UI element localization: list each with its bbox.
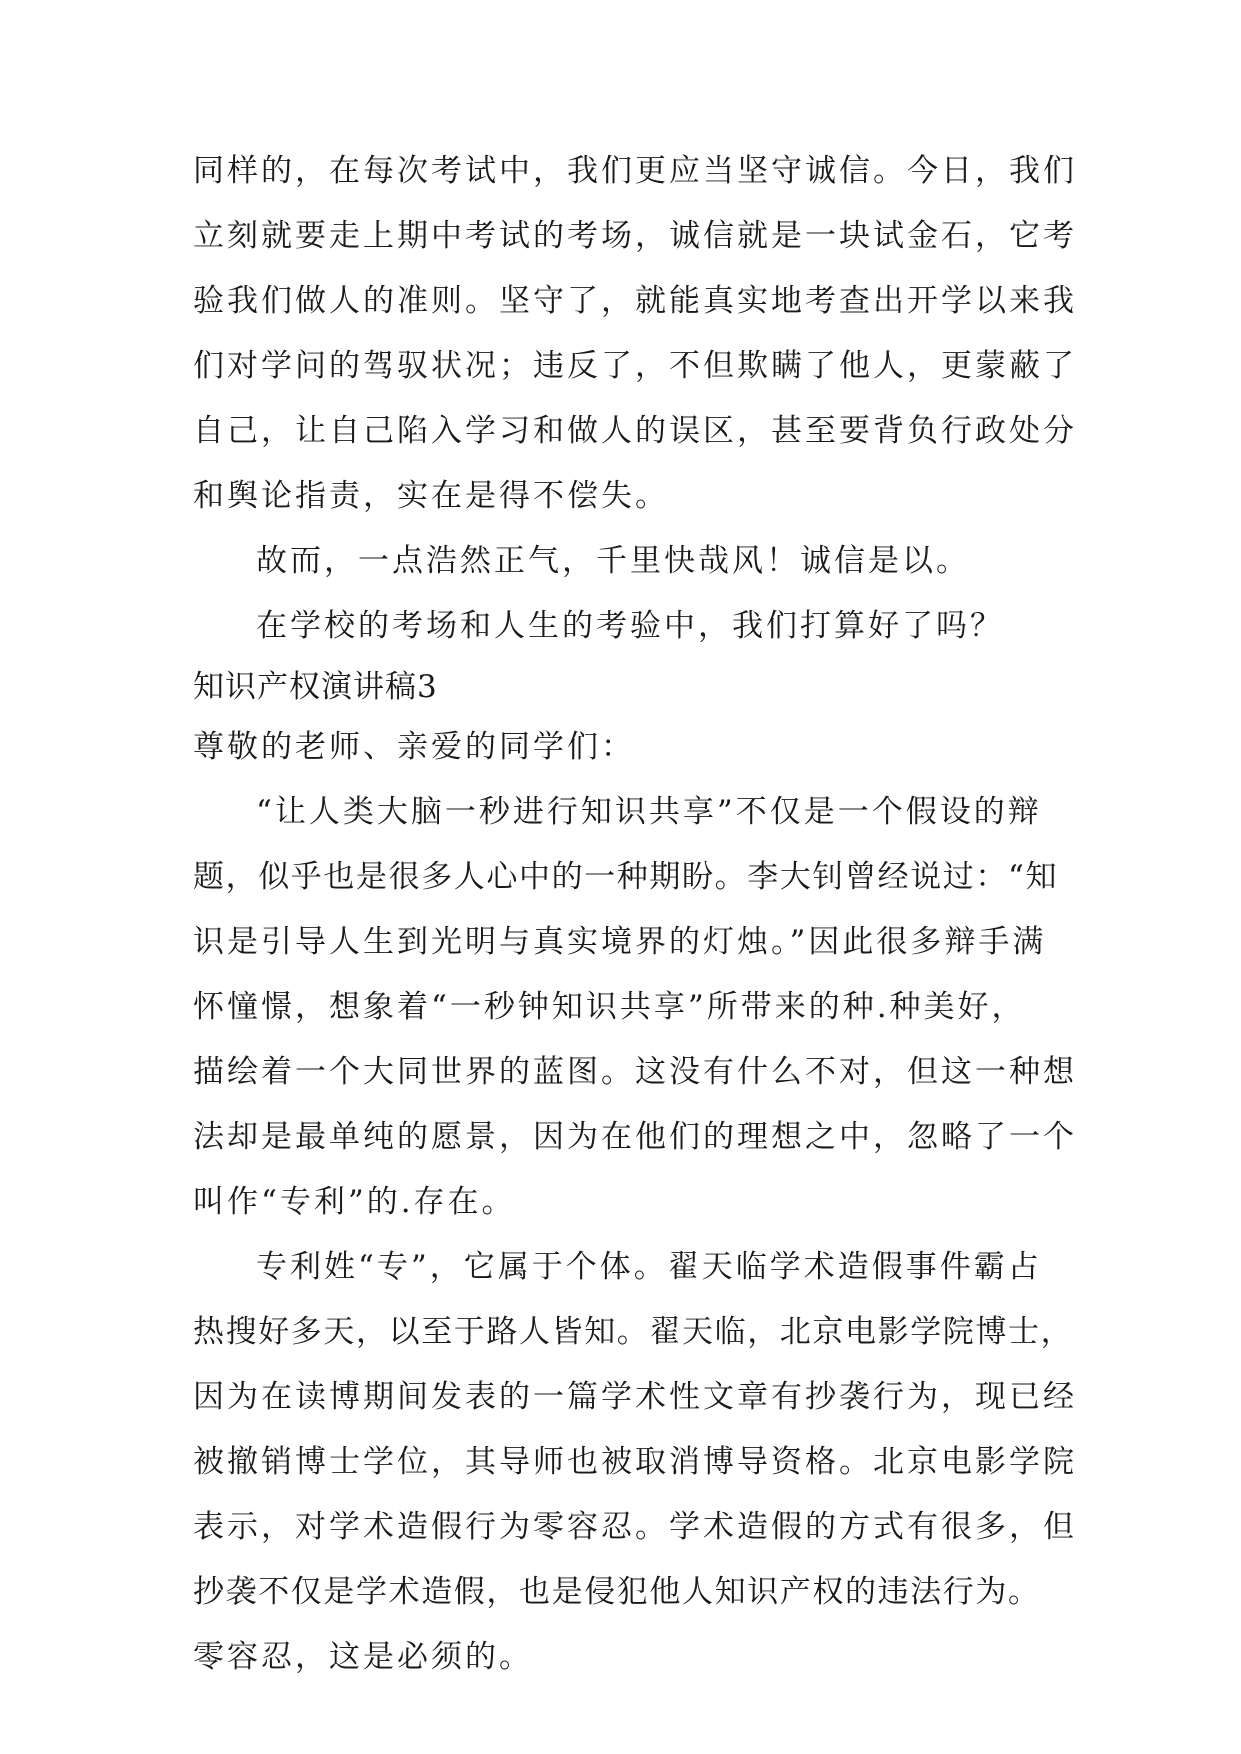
text-line: 专利姓“专”，它属于个体。翟天临学术造假事件霸占 (256, 1249, 1042, 1285)
text-line: 零容忍，这是必须的。 (193, 1639, 533, 1675)
text-line: 自己，让自己陷入学习和做人的误区，甚至要背负行政处分 (193, 413, 1077, 449)
text-line: 抄袭不仅是学术造假，也是侵犯他人知识产权的违法行为。 (193, 1574, 1041, 1610)
text-line: 叫作“专利”的.存在。 (193, 1184, 516, 1220)
text-line: 识是引导人生到光明与真实境界的灯烛。”因此很多辩手满 (193, 924, 1047, 960)
salutation: 尊敬的老师、亲爱的同学们： (193, 729, 635, 765)
text-line: 怀憧憬，想象着“一秒钟知识共享”所带来的种.种美好， (193, 989, 1026, 1025)
text-line: 立刻就要走上期中考试的考场，诚信就是一块试金石，它考 (193, 218, 1077, 254)
text-line: 表示，对学术造假行为零容忍。学术造假的方式有很多，但 (193, 1509, 1077, 1545)
text-line: 故而，一点浩然正气，千里快哉风！诚信是以。 (256, 543, 970, 579)
text-line: “让人类大脑一秒进行知识共享”不仅是一个假设的辩 (256, 794, 1042, 830)
text-line: 被撤销博士学位，其导师也被取消博导资格。北京电影学院 (193, 1444, 1077, 1480)
text-line: 在学校的考场和人生的考验中，我们打算好了吗？ (256, 608, 1004, 644)
text-line: 描绘着一个大同世界的蓝图。这没有什么不对，但这一种想 (193, 1054, 1077, 1090)
text-line: 验我们做人的准则。坚守了，就能真实地考查出开学以来我 (193, 283, 1077, 319)
text-line: 和舆论指责，实在是得不偿失。 (193, 478, 669, 514)
text-line: 题，似乎也是很多人心中的一种期盼。李大钊曾经说过：“知 (193, 859, 1059, 895)
text-line: 热搜好多天，以至于路人皆知。翟天临，北京电影学院博士， (193, 1314, 1074, 1350)
section-heading: 知识产权演讲稿3 (193, 669, 438, 705)
text-line: 因为在读博期间发表的一篇学术性文章有抄袭行为，现已经 (193, 1379, 1077, 1415)
text-line: 法却是最单纯的愿景，因为在他们的理想之中，忽略了一个 (193, 1119, 1077, 1155)
text-line: 们对学问的驾驭状况；违反了，不但欺瞒了他人，更蒙蔽了 (193, 348, 1077, 384)
text-line: 同样的，在每次考试中，我们更应当坚守诚信。今日，我们 (193, 153, 1077, 189)
